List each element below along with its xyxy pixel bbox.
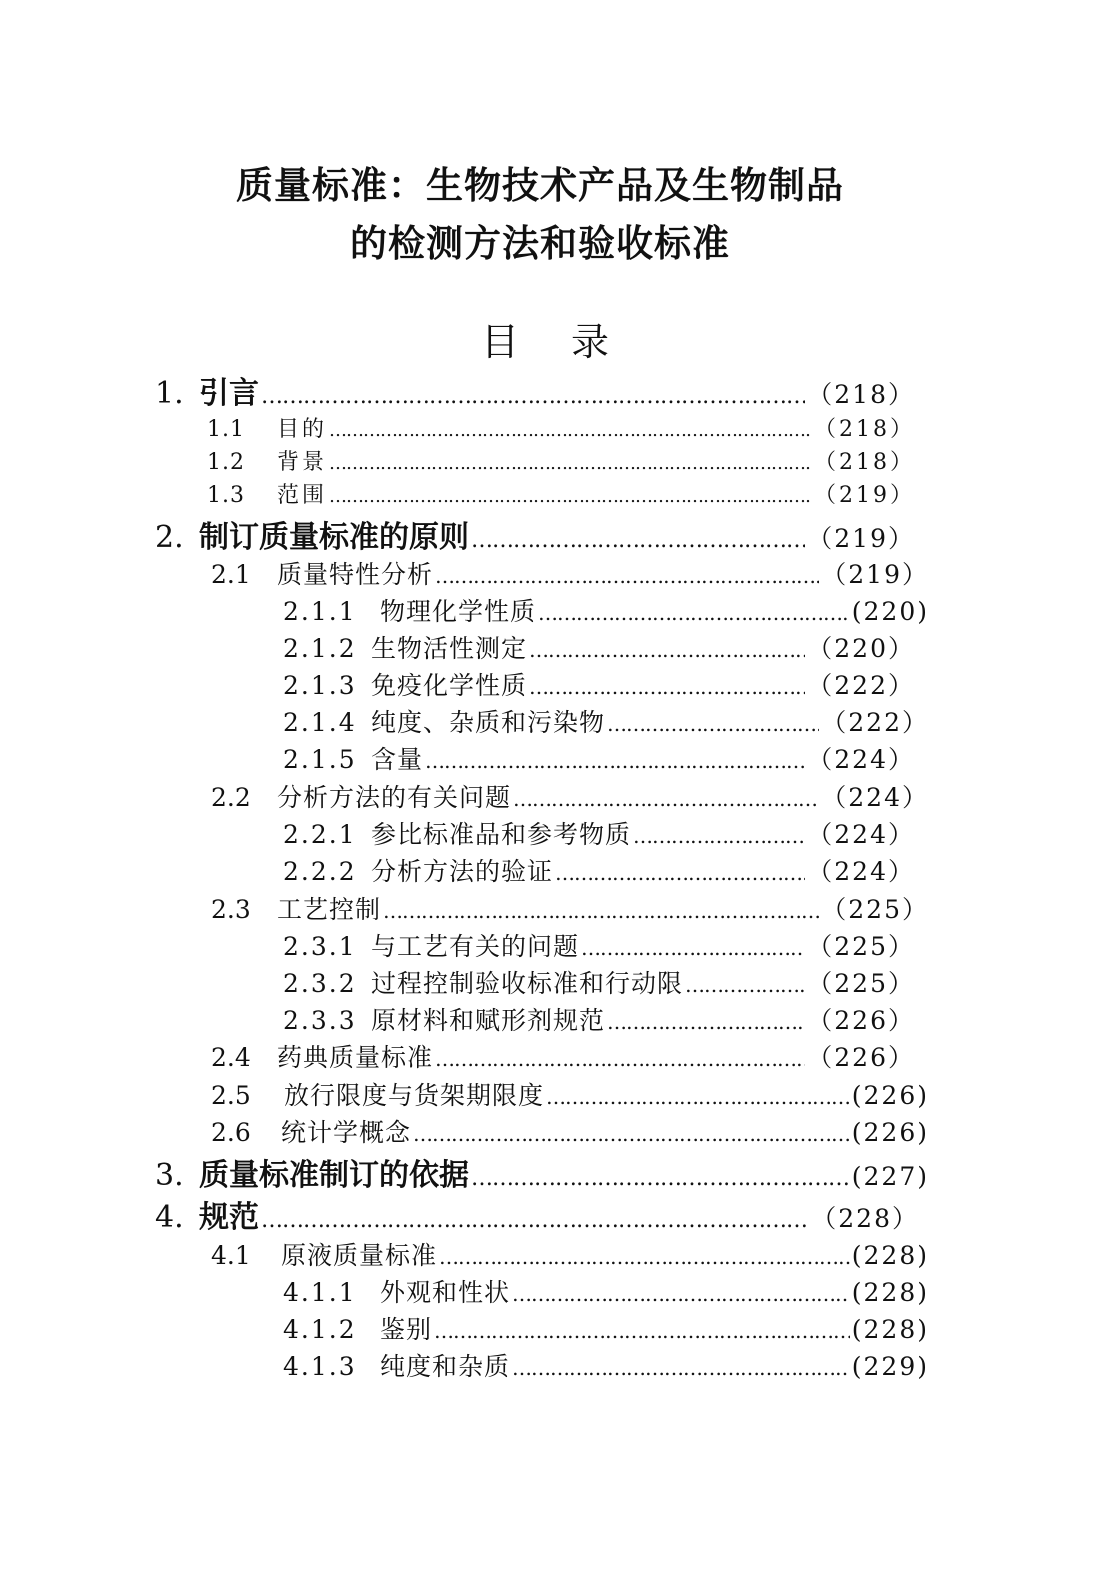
toc-entry-page: （222） [821, 708, 929, 737]
toc-entry-page: （226） [807, 1043, 915, 1072]
toc-entry-title: 生物活性测定 [371, 634, 528, 663]
toc-entry-page: (226) [851, 1081, 929, 1110]
dot-leader [425, 749, 805, 773]
toc-entry-number: 2.1.5 [283, 745, 357, 774]
toc-entry-page: （218） [814, 417, 915, 442]
toc-entry-page: （226） [807, 1006, 915, 1035]
toc-entry-2-5[interactable] [211, 1076, 929, 1112]
toc-entry-page: (228) [851, 1278, 929, 1307]
toc-entry-1-2[interactable] [207, 445, 915, 476]
toc-entry-title: 纯度、杂质和污染物 [371, 708, 606, 737]
toc-entry-title: 目的 [277, 417, 328, 442]
toc-entry-4-1[interactable] [211, 1236, 929, 1272]
toc-entry-number: 1.2 [207, 450, 245, 475]
toc-entry-2-4[interactable] [211, 1038, 915, 1074]
toc-entry-page: (228) [851, 1315, 929, 1344]
toc-entry-number: 2.3 [211, 895, 251, 924]
toc-entry-title: 背景 [277, 450, 328, 475]
toc-entry-2-2-2[interactable] [283, 852, 915, 888]
dot-leader [546, 1085, 850, 1109]
toc-entry-3[interactable] [155, 1150, 929, 1194]
dot-leader [633, 824, 805, 848]
toc-entry-number: 2.2.2 [283, 857, 357, 886]
toc-entry-4-1-3[interactable] [283, 1347, 929, 1383]
toc-entry-number: 1. [155, 376, 184, 411]
dot-leader [607, 712, 819, 736]
toc-entry-number: 2.1.3 [283, 671, 357, 700]
dot-leader [471, 1166, 850, 1191]
toc-entry-page: (229) [851, 1352, 929, 1381]
toc-entry-page: （225） [807, 932, 915, 961]
toc-entry-page: （224） [807, 857, 915, 886]
toc-entry-number: 2.3.3 [283, 1006, 357, 1035]
toc-entry-title: 制订质量标准的原则 [199, 520, 469, 555]
toc-entry-title: 工艺控制 [277, 895, 382, 924]
toc-entry-1-1[interactable] [207, 412, 915, 443]
toc-entry-1-3[interactable] [207, 478, 915, 509]
toc-entry-number: 4.1.1 [283, 1278, 357, 1307]
toc-entry-title: 鉴别 [380, 1315, 433, 1344]
toc-entry-2-3-2[interactable] [283, 964, 915, 1000]
dot-leader [512, 1282, 850, 1306]
dot-leader [439, 1245, 850, 1269]
toc-entry-2-3[interactable] [211, 890, 929, 926]
toc-entry-page: （225） [807, 969, 915, 998]
dot-leader [471, 528, 805, 553]
dot-leader [512, 1356, 850, 1380]
toc-entry-page: （224） [807, 745, 915, 774]
toc-entry-2-2-1[interactable] [283, 815, 915, 851]
toc-entry-2-1[interactable] [211, 555, 929, 591]
toc-entry-number: 2.2.1 [283, 820, 357, 849]
toc-entry-number: 3. [155, 1158, 184, 1193]
toc-entry-number: 2.5 [211, 1081, 251, 1110]
toc-entry-page: （224） [821, 783, 929, 812]
toc-entry-title: 过程控制验收标准和行动限 [371, 969, 684, 998]
toc-entry-4[interactable] [155, 1192, 919, 1236]
document-title-line-2: 的检测方法和验收标准 [350, 222, 730, 265]
toc-entry-title: 免疫化学性质 [371, 671, 528, 700]
toc-entry-title: 引言 [199, 376, 259, 411]
toc-entry-2-1-4[interactable] [283, 703, 929, 739]
dot-leader [434, 1319, 850, 1343]
dot-leader [581, 936, 805, 960]
toc-entry-number: 4.1 [211, 1241, 251, 1270]
toc-entry-page: (226) [851, 1118, 929, 1147]
dot-leader [529, 675, 805, 699]
toc-entry-number: 2.4 [211, 1043, 251, 1072]
toc-entry-number: 2.6 [211, 1118, 251, 1147]
toc-entry-2-1-3[interactable] [283, 666, 915, 702]
toc-entry-number: 2.1.2 [283, 634, 357, 663]
toc-entry-title: 物理化学性质 [380, 597, 537, 626]
toc-entry-number: 2. [155, 520, 184, 555]
toc-entry-title: 含量 [371, 745, 424, 774]
toc-entry-title: 原材料和赋形剂规范 [371, 1006, 606, 1035]
toc-entry-title: 质量特性分析 [277, 560, 434, 589]
dot-leader [261, 1208, 809, 1233]
dot-leader [529, 638, 805, 662]
toc-entry-1[interactable] [155, 368, 915, 412]
toc-entry-page: （219） [814, 483, 915, 508]
toc-entry-2-1-5[interactable] [283, 740, 915, 776]
dot-leader [685, 973, 805, 997]
toc-entry-page: （219） [821, 560, 929, 589]
toc-entry-page: （219） [807, 524, 915, 553]
toc-entry-page: (227) [851, 1162, 929, 1191]
dot-leader [413, 1122, 850, 1146]
toc-entry-title: 纯度和杂质 [380, 1352, 511, 1381]
toc-entry-2-3-3[interactable] [283, 1001, 915, 1037]
dot-leader [538, 601, 850, 625]
dot-leader [329, 420, 812, 441]
toc-entry-2-6[interactable] [211, 1113, 929, 1149]
dot-leader [329, 486, 812, 507]
toc-entry-number: 2.1.1 [283, 597, 357, 626]
dot-leader [329, 453, 812, 474]
toc-entry-title: 分析方法的验证 [371, 857, 554, 886]
toc-entry-title: 统计学概念 [281, 1118, 412, 1147]
dot-leader [513, 787, 819, 811]
toc-entry-title: 参比标准品和参考物质 [371, 820, 632, 849]
toc-entry-page: （218） [814, 450, 915, 475]
toc-entry-title: 质量标准制订的依据 [199, 1158, 469, 1193]
toc-entry-page: (220) [851, 597, 929, 626]
toc-entry-page: （228） [811, 1204, 919, 1233]
toc-entry-number: 2.2 [211, 783, 251, 812]
toc-entry-page: (228) [851, 1241, 929, 1270]
dot-leader [555, 861, 805, 885]
toc-entry-title: 外观和性状 [380, 1278, 511, 1307]
toc-entry-title: 放行限度与货架期限度 [284, 1081, 545, 1110]
toc-entry-4-1-2[interactable] [283, 1310, 929, 1346]
toc-entry-title: 原液质量标准 [281, 1241, 438, 1270]
toc-heading: 目录 [480, 320, 661, 364]
toc-entry-title: 与工艺有关的问题 [371, 932, 580, 961]
toc-entry-2-2[interactable] [211, 778, 929, 814]
toc-entry-2-1-1[interactable] [283, 592, 929, 628]
toc-entry-page: （225） [821, 895, 929, 924]
toc-entry-title: 分析方法的有关问题 [277, 783, 512, 812]
toc-entry-title: 规范 [199, 1200, 259, 1235]
toc-entry-title: 药典质量标准 [277, 1043, 434, 1072]
toc-entry-2-1-2[interactable] [283, 629, 915, 665]
toc-entry-number: 2.1 [211, 560, 251, 589]
toc-entry-page: （218） [807, 380, 915, 409]
document-title-line-1: 质量标准：生物技术产品及生物制品 [236, 164, 844, 207]
toc-entry-number: 2.1.4 [283, 708, 357, 737]
toc-entry-number: 1.3 [207, 483, 245, 508]
toc-entry-page: （222） [807, 671, 915, 700]
toc-entry-page: （224） [807, 820, 915, 849]
dot-leader [383, 899, 819, 923]
toc-entry-number: 2.3.2 [283, 969, 357, 998]
toc-entry-2-3-1[interactable] [283, 927, 915, 963]
toc-entry-page: （220） [807, 634, 915, 663]
toc-entry-4-1-1[interactable] [283, 1273, 929, 1309]
dot-leader [435, 1047, 805, 1071]
toc-entry-number: 2.3.1 [283, 932, 357, 961]
dot-leader [435, 564, 819, 588]
toc-entry-2[interactable] [155, 512, 915, 556]
toc-entry-number: 4. [155, 1200, 184, 1235]
toc-entry-title: 范围 [277, 483, 328, 508]
dot-leader [607, 1010, 805, 1034]
toc-entry-number: 1.1 [207, 417, 245, 442]
toc-entry-number: 4.1.3 [283, 1352, 357, 1381]
toc-entry-number: 4.1.2 [283, 1315, 357, 1344]
dot-leader [261, 384, 805, 409]
